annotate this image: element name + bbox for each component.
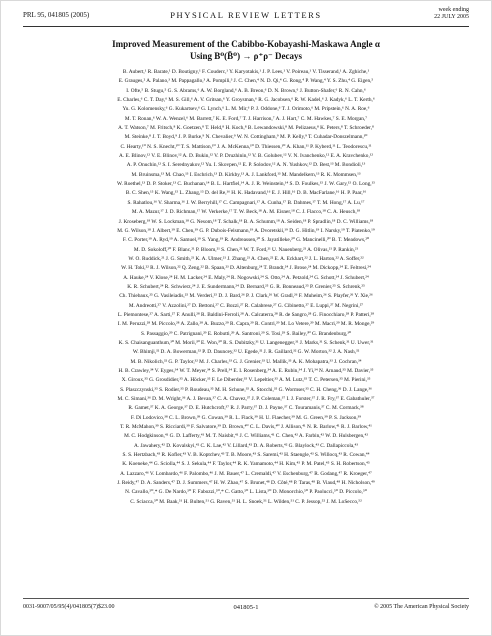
author-line: M. C. Simani,³⁶ D. M. Wright,³⁶ A. J. Bevan,³⁷ C. A. Chavez,³⁷ J. P. Coleman,³⁷ I. J. Forster,³⁷ J. R. Fry,³⁷ E. Gabathuler,³⁷: [117, 396, 375, 403]
author-line: F. Di Lodovico,³⁸ C. L. Brown,³⁹ G. Cowan,³⁹ R. L. Flack,³⁹ H. U. Flaecher,³⁹ M. G. Green,³⁹ P. S. Jackson,³⁹: [130, 414, 362, 421]
author-line: W. Bhimji,³² D. A. Bowerman,³² P. D. Dauncey,³² U. Egede,³² J. R. Gaillard,³² G. W. Morton,³² J. A. Nash,³²: [132, 349, 360, 356]
author-line: E. Grauges,² A. Palano,³ M. Pappagallo,³ A. Pompili,³ J. C. Chen,⁴ N. D. Qi,⁴ G. Rong,⁴ P. Wang,⁴ Y. S. Zhu,⁴ G. Eigen,⁵: [118, 78, 374, 85]
author-line: A. Jawahery,⁴² D. Kovalskyi,⁴² C. K. Lae,⁴² V. Lillard,⁴² D. A. Roberts,⁴² G. Blaylock,⁴³ C. Dallapiccola,⁴³: [133, 442, 358, 449]
author-line: T. R. McMahon,³⁹ S. Ricciardi,³⁹ F. Salvatore,³⁹ D. Brown,⁴⁰ C. L. Davis,⁴⁰ J. Allison,⁴¹ N. R. Barlow,⁴¹ R. J. Barlow,⁴¹: [120, 424, 372, 431]
author-line: A. T. Watson,⁷ M. Fritsch,⁸ K. Goetzen,⁸ T. Held,⁸ H. Koch,⁸ B. Lewandowski,⁸ M. Pelizaeus,⁸ K. Peters,⁸ T. Schroeder,⁸: [118, 125, 374, 132]
author-line: M. B. Nikolich,³² G. P. Taylor,³² M. J. Charles,³³ G. J. Grenier,³³ U. Mallik,³³ A. K. Mohapatra,³³ J. Cochran,³⁴: [130, 358, 362, 365]
author-line: R. Gamet,³⁷ K. A. George,³⁷ D. E. Hutchcroft,³⁷ R. J. Parry,³⁷ D. J. Payne,³⁷ C. Touramanis,³⁷ C. M. Cormack,³⁸: [128, 405, 364, 412]
author-line: F. C. Porter,¹⁹ A. Ryd,¹⁹ A. Samuel,¹⁹ S. Yang,¹⁹ R. Andreassen,²⁰ S. Jayatilleke,²⁰ G. Mancinelli,²⁰ B. T. Meadows,²⁰: [122, 237, 370, 244]
week-ending-label: week ending: [438, 7, 469, 13]
copyright: © 2005 The American Physical Society: [374, 604, 469, 610]
author-line: B. C. Shen,¹⁵ K. Wang,¹⁵ L. Zhang,¹⁵ D. del Re,¹⁶ H. K. Hadavand,¹⁶ E. J. Hill,¹⁶ D. B. MacFarlane,¹⁶ H. P. Paar,¹⁶: [125, 190, 367, 197]
author-list: [25, 68, 467, 588]
issn-code: 0031-9007/05/95(4)/041805(7)$23.00: [23, 604, 115, 610]
author-line: E. Charles,⁶ C. T. Day,⁶ M. S. Gill,⁶ A. V. Gritsan,⁶ Y. Groysman,⁶ R. G. Jacobsen,⁶ R. W. Kadel,⁶ J. Kadyk,⁶ L. T. Kerth,⁶: [117, 97, 375, 104]
author-line: K. Koeneke,⁴⁴ G. Sciolla,⁴⁴ S. J. Sekula,⁴⁴ F. Taylor,⁴⁴ R. K. Yamamoto,⁴⁴ H. Kim,⁴⁵ P. M. Patel,⁴⁵ S. H. Robertson,⁴⁵: [122, 461, 370, 468]
paper-title-line-1: Improved Measurement of the Cabibbo-Kobayashi-Maskawa Angle α: [112, 39, 380, 49]
author-line: K. S. Chaisanguanthum,³⁰ M. Morii,³⁰ E. Won,³⁰ R. S. Dubitzky,³¹ U. Langenegger,³¹ J. Marks,³¹ S. Schenk,³¹ U. Uwer,³¹: [118, 339, 374, 346]
author-line: C. Sciacca,⁵⁰ M. Baak,⁵¹ H. Bulten,⁵¹ G. Raven,⁵¹ H. L. Snoek,⁵¹ L. Wilden,⁵¹ C. P. Jessop,⁵² J. M. LoSecco,⁵²: [130, 498, 362, 505]
footer-rule: [23, 598, 469, 599]
author-line: A. Hauke,²⁴ V. Klose,²⁴ H. M. Lacker,²⁴ E. Maly,²⁴ R. Nogowski,²⁴ S. Otto,²⁴ A. Petzold,²⁴ G. Schott,²⁴ J. Schubert,²⁴: [123, 274, 369, 281]
author-line: X. Giroux,³⁵ G. Grosdidier,³⁵ A. Höcker,³⁵ F. Le Diberder,³⁵ V. Lepeltier,³⁵ A. M. Lutz,³⁵ T. C. Petersen,³⁵ M. Pierini,³⁵: [121, 377, 371, 384]
author-line: L. Piemontese,²⁷ A. Sarti,²⁷ F. Anulli,²⁸ R. Baldini-Ferroli,²⁸ A. Calcaterra,²⁸ R. de Sangro,²⁸ G. Finocchiaro,²⁸ P. Patteri,²⁸: [117, 311, 375, 318]
author-line: W. H. Toki,²² R. J. Wilson,²² Q. Zeng,²² B. Spaan,²³ D. Altenburg,²⁴ T. Brandt,²⁴ J. Brose,²⁴ M. Dickopp,²⁴ E. Feltresi,²⁴: [121, 265, 371, 272]
author-line: C. Hearty,¹⁰ N. S. Knecht,¹⁰ T. S. Mattison,¹⁰ J. A. McKenna,¹⁰ D. Thiessen,¹⁰ A. Khan,¹¹ P. Kyberd,¹¹ L. Teodorescu,¹¹: [120, 143, 372, 150]
author-line: S. Plaszczynski,³⁵ S. Rodier,³⁵ P. Roudeau,³⁵ M. H. Schune,³⁵ A. Stocchi,³⁵ G. Wormser,³⁵ C. H. Cheng,³⁶ D. J. Lange,³⁶: [120, 386, 372, 393]
author-line: J. Kroseberg,¹⁸ W. S. Lockman,¹⁸ G. Nesom,¹⁸ T. Schalk,¹⁸ B. A. Schumm,¹⁸ A. Seiden,¹⁸ P. Spradlin,¹⁸ D. C. Williams,¹⁸: [118, 218, 374, 225]
author-line: A. E. Blinov,¹² V. E. Blinov,¹² A. D. Bukin,¹² V. P. Druzhinin,¹² V. B. Golubev,¹² V. N. Ivanchenko,¹² E. A. Kravchenko,¹²: [119, 153, 373, 160]
issue-date: [434, 7, 469, 21]
author-line: M. A. Mazur,¹⁷ J. D. Richman,¹⁷ W. Verkerke,¹⁷ T. W. Beck,¹⁸ A. M. Eisner,¹⁸ C. J. Flacco,¹⁸ C. A. Heusch,¹⁸: [131, 209, 361, 216]
author-line: A. Lazzaro,⁴⁶ V. Lombardo,⁴⁶ F. Palombo,⁴⁶ J. M. Bauer,⁴⁷ L. Cremaldi,⁴⁷ V. Eschenburg,⁴⁷ R. Godang,⁴⁷ R. Kroeger,⁴⁷: [120, 470, 372, 477]
author-line: Yu. G. Kolomensky,⁶ G. Kukartsev,⁶ G. Lynch,⁶ L. M. Mir,⁶ P. J. Oddone,⁶ T. J. Orimoto,⁶ M. Pripstein,⁶ N. A. Roe,⁶: [122, 106, 370, 113]
header-rule: [23, 26, 469, 27]
author-line: W. O. Ruddick,²¹ J. G. Smith,²¹ K. A. Ulmer,²¹ J. Zhang,²¹ A. Chen,²² E. A. Eckhart,²² J. L. Harton,²² A. Soffer,²²: [128, 255, 364, 262]
page-number: 041805-1: [233, 604, 259, 611]
author-line: K. R. Schubert,²⁴ R. Schwierz,²⁴ J. E. Sundermann,²⁴ D. Bernard,²⁵ G. R. Bonneaud,²⁵ P. Grenier,²⁵ S. Schrenk,²⁵: [127, 283, 365, 290]
author-line: I. M. Peruzzi,²⁸ M. Piccolo,²⁸ A. Zallo,²⁸ A. Buzzo,²⁹ R. Capra,²⁹ R. Contri,²⁹ M. Lo Vetere,²⁹ M. Macri,²⁹ M. R. Monge,²⁹: [117, 321, 375, 328]
author-line: M. G. Wilson,¹⁸ J. Albert,¹⁹ E. Chen,¹⁹ G. P. Dubois-Felsmann,¹⁹ A. Dvoretskii,¹⁹ D. G. Hitlin,¹⁹ I. Narsky,¹⁹ T. Piatenko,¹⁹: [117, 227, 375, 234]
author-line: M. D. Sokoloff,²⁰ F. Blanc,²¹ P. Bloom,²¹ S. Chen,²¹ W. T. Ford,²¹ U. Nauenberg,²¹ A. Olivas,²¹ P. Rankin,²¹: [133, 246, 359, 253]
author-line: S. Passaggio,²⁹ C. Patrignani,²⁹ E. Robutti,²⁹ A. Santroni,²⁹ S. Tosi,²⁹ S. Bailey,³⁰ G. Brandenburg,³⁰: [140, 330, 352, 337]
author-line: J. Reidy,⁴⁷ D. A. Sanders,⁴⁷ D. J. Summers,⁴⁷ H. W. Zhao,⁴⁷ S. Brunet,⁴⁸ D. Côté,⁴⁸ P. Taras,⁴⁸ B. Viaud,⁴⁸ H. Nicholson,⁴⁹: [117, 480, 375, 487]
author-line: W. Roethel,¹³ D. P. Stoker,¹³ C. Buchanan,¹⁴ B. L. Hartfiel,¹⁴ A. J. R. Weinstein,¹⁴ S. D. Foulkes,¹⁵ J. W. Gary,¹⁵ O. Long,¹⁵: [117, 181, 375, 188]
issue-date-value: 22 JULY 2005: [434, 14, 469, 20]
author-line: A. P. Onuchin,¹² S. I. Serednyakov,¹² Yu. I. Skovpen,¹² E. P. Solodov,¹² A. N. Yushkov,¹² D. Best,¹³ M. Bondioli,¹³: [126, 162, 366, 169]
author-line: Ch. Thiebaux,²⁵ G. Vasileiadis,²⁵ M. Verderi,²⁵ D. J. Bard,²⁶ P. J. Clark,²⁶ W. Gradl,²⁶ F. Muheim,²⁶ S. Playfer,²⁶ Y. Xie,²⁶: [119, 293, 373, 300]
author-line: S. Rahatlou,¹⁶ V. Sharma,¹⁶ J. W. Berryhill,¹⁷ C. Campagnari,¹⁷ A. Cunha,¹⁷ B. Dahmes,¹⁷ T. M. Hong,¹⁷ A. Lu,¹⁷: [127, 199, 365, 206]
author-line: N. Cavallo,⁵⁰,* G. De Nardo,⁵⁰ F. Fabozzi,⁵⁰,* C. Gatto,⁵⁰ L. Lista,⁵⁰ D. Monorchio,⁵⁰ P. Paolucci,⁵⁰ D. Piccolo,⁵⁰: [125, 489, 367, 496]
author-line: M. T. Ronan,⁶ W. A. Wenzel,⁶ M. Barrett,⁷ K. E. Ford,⁷ T. J. Harrison,⁷ A. J. Hart,⁷ C. M. Hawkes,⁷ S. E. Morgan,⁷: [124, 115, 368, 122]
journal-reference: PRL 95, 041805 (2005): [23, 11, 90, 19]
author-line: B. Aubert,¹ R. Barate,¹ D. Boutigny,¹ F. Couderc,¹ Y. Karyotakis,¹ J. P. Lees,¹ V. Poireau,¹ V. Tisserand,¹ A. Zghiche,¹: [122, 69, 370, 75]
paper-title-line-2: Using B⁰(B̄⁰) → ρ⁺ρ⁻ Decays: [189, 51, 303, 61]
author-line: M. Andreotti,²⁷ V. Azzolini,²⁷ D. Bettoni,²⁷ C. Bozzi,²⁷ R. Calabrese,²⁷ G. Cibinetto,²⁷ E. Luppi,²⁷ M. Negrini,²⁷: [128, 302, 364, 309]
author-line: H. B. Crawley,³⁴ V. Eyges,³⁴ W. T. Meyer,³⁴ S. Prell,³⁴ E. I. Rosenberg,³⁴ A. E. Rubin,³⁴ J. Yi,³⁴ N. Arnaud,³⁵ M. Davier,³⁵: [118, 368, 374, 374]
author-line: M. Steinke,⁸ J. T. Boyd,⁹ J. P. Burke,⁹ N. Chevalier,⁹ W. N. Cottingham,⁹ M. P. Kelly,⁹ T. Cuhadar-Donszelmann,¹⁰: [124, 134, 368, 141]
author-line: M. Bruinsma,¹³ M. Chao,¹³ I. Eschrich,¹³ D. Kirkby,¹³ A. J. Lankford,¹³ M. Mandelkern,¹³ R. K. Mommsen,¹³: [131, 171, 361, 178]
journal-name: PHYSICAL REVIEW LETTERS: [170, 10, 322, 20]
author-line: S. S. Hertzbach,⁴³ R. Kofler,⁴³ V. B. Koptchev,⁴³ T. B. Moore,⁴³ S. Saremi,⁴³ H. Staengle,⁴³ S. Willocq,⁴³ R. Cowan,⁴⁴: [122, 452, 370, 459]
author-line: I. Ofte,⁵ B. Stugu,⁵ G. S. Abrams,⁶ A. W. Borgland,⁶ A. B. Breon,⁶ D. N. Brown,⁶ J. Button-Shafer,⁶ R. N. Cahn,⁶: [126, 87, 366, 94]
author-line: M. C. Hodgkinson,⁴¹ G. D. Lafferty,⁴¹ M. T. Naisbit,⁴¹ J. C. Williams,⁴¹ C. Chen,⁴² A. Farbin,⁴² W. D. Hulsbergen,⁴²: [124, 433, 368, 440]
